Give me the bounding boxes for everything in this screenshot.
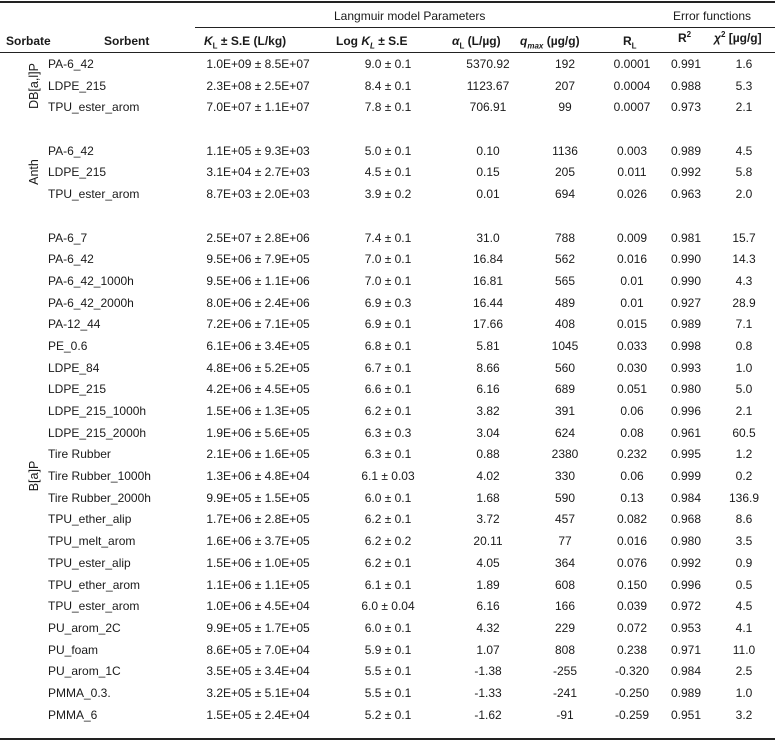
cell-log-kl-se: 5.5 ± 0.1: [364, 685, 412, 700]
cell-chi2: 2.0: [735, 187, 753, 202]
table-row: [0, 140, 775, 162]
cell-alpha-l: 1.89: [476, 577, 500, 592]
cell-log-kl-se: 6.2 ± 0.1: [364, 404, 412, 418]
cell-sorbent: TPU_ester_arom: [48, 599, 140, 614]
cell-rl: 0.015: [616, 317, 648, 332]
cell-chi2: 15.7: [732, 230, 756, 245]
cell-alpha-l: 1.07: [476, 642, 500, 657]
cell-qmax: 694: [554, 187, 576, 202]
cell-kl-se: 9.5E+06 ± 7.9E+05: [206, 252, 310, 267]
cell-kl-se: 1.5E+05 ± 2.4E+04: [206, 707, 310, 722]
table-row: [0, 443, 775, 465]
cell-log-kl-se: 7.0 ± 0.1: [364, 252, 412, 267]
cell-kl-se: 3.5E+05 ± 3.4E+04: [206, 664, 310, 679]
cell-qmax: 2380: [551, 447, 579, 462]
cell-chi2: 1.6: [735, 57, 753, 71]
table-row: [0, 682, 775, 704]
cell-sorbent: LDPE_215_1000h: [48, 404, 147, 418]
cell-rl: 0.0004: [613, 78, 651, 93]
cell-chi2: 11.0: [732, 642, 756, 657]
cell-kl-se: 1.0E+09 ± 8.5E+07: [206, 57, 310, 71]
cell-kl-se: 8.7E+03 ± 2.0E+03: [206, 187, 310, 202]
spacer-row: [0, 205, 775, 227]
table-row: [0, 465, 775, 487]
cell-r2: 0.996: [670, 577, 702, 592]
cell-log-kl-se: 4.5 ± 0.1: [364, 165, 412, 180]
cell-log-kl-se: 6.6 ± 0.1: [364, 382, 412, 397]
cell-kl-se: 2.3E+08 ± 2.5E+07: [206, 78, 310, 93]
cell-alpha-l: 5370.92: [466, 57, 510, 71]
cell-qmax: 788: [554, 230, 576, 245]
cell-alpha-l: 3.04: [476, 425, 500, 440]
bottom-rule: [0, 738, 775, 740]
cell-qmax: 624: [554, 425, 576, 440]
cell-r2: 0.953: [670, 620, 702, 635]
cell-sorbent: PA-6_42: [48, 57, 94, 71]
cell-log-kl-se: 6.1 ± 0.1: [364, 577, 412, 592]
cell-alpha-l: 4.05: [476, 555, 500, 570]
cell-qmax: 408: [554, 317, 576, 332]
cell-chi2: 4.5: [735, 143, 753, 158]
header-log-kl: Log $K_L \pm S.E$: [336, 34, 408, 51]
cell-r2: 0.971: [670, 642, 702, 657]
cell-alpha-l: 5.81: [476, 338, 500, 353]
table-row: [0, 248, 775, 270]
cell-alpha-l: 31.0: [476, 230, 500, 245]
cell-sorbent: LDPE_215: [48, 165, 107, 180]
table-row: [0, 292, 775, 314]
cell-r2: 0.968: [670, 512, 702, 527]
cell-alpha-l: 4.32: [476, 620, 500, 635]
cell-sorbent: TPU_ether_alip: [48, 512, 132, 527]
table-row: [0, 53, 775, 75]
cell-rl: 0.016: [616, 534, 648, 549]
cell-r2: 0.992: [670, 165, 702, 180]
cell-sorbent: PU_foam: [48, 642, 99, 657]
cell-sorbent: TPU_ester_arom: [48, 100, 140, 115]
cell-r2: 0.988: [670, 78, 702, 93]
cell-qmax: 99: [558, 100, 572, 115]
cell-alpha-l: 4.02: [476, 469, 500, 484]
cell-sorbent: PMMA_6: [48, 707, 98, 722]
cell-r2: 0.980: [670, 534, 702, 549]
cell-chi2: 2.1: [735, 100, 753, 115]
cell-kl-se: 8.0E+06 ± 2.4E+06: [206, 295, 310, 310]
header-sorbate: Sorbate: [6, 34, 51, 48]
cell-sorbent: PA-12_44: [48, 317, 101, 332]
cell-r2: 0.973: [670, 100, 702, 115]
cell-kl-se: 2.1E+06 ± 1.6E+05: [206, 447, 310, 462]
cell-alpha-l: -1.62: [474, 707, 502, 722]
cell-log-kl-se: 5.0 ± 0.1: [364, 143, 412, 158]
cell-qmax: 1136: [552, 143, 578, 158]
cell-chi2: 5.0: [735, 382, 753, 397]
cell-rl: 0.08: [620, 425, 644, 440]
cell-qmax: 391: [554, 404, 576, 418]
cell-chi2: 0.8: [735, 338, 753, 353]
cell-chi2: 4.5: [735, 599, 753, 614]
table-row: [0, 639, 775, 661]
cell-qmax: 1045: [551, 338, 579, 353]
group-header-error: Error functions: [673, 9, 752, 23]
table-body: [0, 53, 775, 725]
cell-log-kl-se: 8.4 ± 0.1: [364, 78, 412, 93]
cell-kl-se: 1.9E+06 ± 5.6E+05: [206, 425, 310, 440]
cell-qmax: 364: [554, 555, 576, 570]
cell-chi2: 60.5: [732, 425, 756, 440]
cell-log-kl-se: 7.4 ± 0.1: [364, 230, 412, 245]
cell-kl-se: 9.9E+05 ± 1.5E+05: [206, 490, 310, 505]
cell-qmax: 565: [554, 273, 576, 288]
cell-r2: 0.972: [670, 599, 702, 614]
table-row: [0, 270, 775, 292]
cell-chi2: 136.9: [728, 490, 760, 505]
cell-sorbent: PA-6_42_1000h: [48, 273, 134, 288]
cell-log-kl-se: 6.9 ± 0.3: [364, 295, 412, 310]
cell-chi2: 2.1: [735, 404, 753, 418]
cell-kl-se: 1.7E+06 ± 2.8E+05: [206, 512, 310, 527]
cell-r2: 0.951: [670, 707, 702, 722]
header-qmax: $q_{max}$ (µg/g): [520, 34, 580, 51]
cell-sorbent: LDPE_84: [48, 360, 100, 375]
cell-sorbent: PU_arom_1C: [48, 664, 121, 679]
cell-log-kl-se: 6.1 ± 0.03: [361, 469, 415, 484]
cell-alpha-l: 3.82: [476, 404, 500, 418]
cell-qmax: 77: [558, 534, 572, 549]
cell-chi2: 2.5: [735, 664, 753, 679]
cell-r2: 0.927: [670, 295, 702, 310]
cell-qmax: 207: [554, 78, 576, 93]
cell-qmax: 560: [554, 360, 576, 375]
cell-kl-se: 9.9E+05 ± 1.7E+05: [206, 620, 310, 635]
cell-qmax: 457: [554, 512, 576, 527]
cell-r2: 0.995: [670, 447, 702, 462]
cell-chi2: 0.9: [735, 555, 753, 570]
cell-qmax: 608: [554, 577, 576, 592]
cell-kl-se: 4.8E+06 ± 5.2E+05: [206, 360, 310, 375]
table-row: [0, 487, 775, 509]
cell-rl: -0.250: [614, 685, 650, 700]
cell-log-kl-se: 5.5 ± 0.1: [364, 664, 412, 679]
cell-kl-se: 7.0E+07 ± 1.1E+07: [206, 100, 310, 115]
group-header-rule: [195, 27, 775, 28]
cell-rl: 0.0007: [613, 100, 651, 115]
cell-chi2: 4.3: [735, 273, 753, 288]
cell-rl: 0.051: [616, 382, 648, 397]
cell-rl: 0.009: [616, 230, 648, 245]
table-row: [0, 617, 775, 639]
cell-chi2: 4.1: [735, 620, 753, 635]
cell-alpha-l: -1.38: [474, 664, 502, 679]
cell-kl-se: 1.3E+06 ± 4.8E+04: [206, 469, 310, 484]
cell-rl: 0.011: [617, 165, 647, 180]
table-row: [0, 378, 775, 400]
cell-rl: 0.232: [616, 447, 648, 462]
cell-sorbent: PA-6_42: [48, 143, 94, 158]
cell-r2: 0.980: [670, 382, 702, 397]
top-rule: [0, 1, 775, 3]
header-alpha-l: $\alpha_L$ (L/µg): [452, 34, 501, 51]
cell-chi2: 5.8: [735, 165, 753, 180]
table-row: [0, 313, 775, 335]
cell-alpha-l: 0.88: [476, 447, 500, 462]
cell-alpha-l: 16.81: [472, 273, 504, 288]
cell-log-kl-se: 6.2 ± 0.1: [364, 555, 412, 570]
table-row: [0, 574, 775, 596]
table-row: [0, 335, 775, 357]
cell-log-kl-se: 6.0 ± 0.04: [361, 599, 415, 614]
cell-kl-se: 1.6E+06 ± 3.7E+05: [206, 534, 310, 549]
table-row: [0, 595, 775, 617]
cell-sorbent: TPU_ester_alip: [48, 555, 131, 570]
cell-rl: 0.01: [620, 273, 644, 288]
cell-rl: 0.082: [616, 512, 648, 527]
cell-log-kl-se: 7.0 ± 0.1: [364, 273, 412, 288]
cell-log-kl-se: 6.8 ± 0.1: [364, 338, 412, 353]
cell-alpha-l: -1.33: [474, 685, 502, 700]
cell-r2: 0.989: [670, 143, 702, 158]
table-row: [0, 227, 775, 249]
cell-log-kl-se: 6.0 ± 0.1: [364, 620, 412, 635]
cell-r2: 0.961: [670, 425, 702, 440]
cell-rl: 0.06: [620, 469, 644, 484]
cell-sorbent: TPU_ester_arom: [48, 187, 140, 202]
cell-kl-se: 1.5E+06 ± 1.0E+05: [206, 555, 310, 570]
cell-kl-se: 7.2E+06 ± 7.1E+05: [206, 317, 310, 332]
cell-r2: 0.998: [670, 338, 702, 353]
cell-log-kl-se: 6.3 ± 0.3: [364, 425, 412, 440]
cell-sorbent: PU_arom_2C: [48, 620, 121, 635]
cell-sorbent: TPU_ether_arom: [48, 577, 141, 592]
cell-kl-se: 4.2E+06 ± 4.5E+05: [206, 382, 310, 397]
cell-log-kl-se: 5.2 ± 0.1: [364, 707, 412, 722]
cell-alpha-l: 17.66: [472, 317, 504, 332]
table-row: [0, 96, 775, 118]
cell-sorbent: PMMA_0.3.: [48, 685, 111, 700]
table-row: [0, 400, 775, 422]
cell-sorbent: Tire Rubber_1000h: [48, 469, 151, 484]
cell-log-kl-se: 6.0 ± 0.1: [364, 490, 412, 505]
cell-sorbent: Tire Rubber: [48, 447, 111, 462]
header-rl: $R_L$: [623, 34, 637, 51]
cell-rl: 0.072: [616, 620, 648, 635]
cell-alpha-l: 706.91: [469, 100, 507, 115]
cell-rl: 0.06: [620, 404, 644, 418]
cell-alpha-l: 8.66: [476, 360, 500, 375]
cell-kl-se: 1.1E+06 ± 1.1E+05: [206, 577, 310, 592]
cell-r2: 0.981: [670, 230, 702, 245]
cell-qmax: 689: [554, 382, 576, 397]
cell-sorbent: PE_0.6: [48, 338, 88, 353]
table-row: [0, 508, 775, 530]
cell-sorbent: PA-6_42_2000h: [48, 295, 134, 310]
cell-rl: 0.003: [616, 143, 648, 158]
spacer-row: [0, 118, 775, 140]
cell-qmax: 192: [554, 57, 576, 71]
cell-chi2: 14.3: [732, 252, 756, 267]
cell-alpha-l: 0.15: [476, 165, 500, 180]
cell-qmax: 229: [554, 620, 576, 635]
cell-rl: 0.033: [616, 338, 648, 353]
table-row: [0, 704, 775, 726]
cell-qmax: -91: [556, 707, 574, 722]
cell-kl-se: 3.1E+04 ± 2.7E+03: [206, 165, 310, 180]
cell-rl: 0.0001: [613, 57, 651, 71]
cell-chi2: 7.1: [735, 317, 753, 332]
cell-chi2: 0.5: [735, 577, 753, 592]
cell-kl-se: 6.1E+06 ± 3.4E+05: [206, 338, 310, 353]
cell-sorbent: LDPE_215_2000h: [48, 425, 147, 440]
cell-log-kl-se: 6.2 ± 0.2: [364, 534, 412, 549]
cell-kl-se: 9.5E+06 ± 1.1E+06: [206, 273, 310, 288]
cell-log-kl-se: 6.7 ± 0.1: [364, 360, 412, 375]
table-row: [0, 422, 775, 444]
cell-chi2: 5.3: [735, 78, 753, 93]
cell-chi2: 3.2: [735, 707, 753, 722]
cell-log-kl-se: 6.9 ± 0.1: [364, 317, 412, 332]
cell-chi2: 1.0: [735, 360, 753, 375]
cell-qmax: 562: [554, 252, 576, 267]
sorbate-label: Anth: [27, 159, 41, 186]
cell-alpha-l: 1123.67: [466, 78, 510, 93]
cell-qmax: -255: [552, 664, 578, 679]
cell-rl: -0.259: [614, 707, 650, 722]
cell-r2: 0.991: [670, 57, 702, 71]
cell-r2: 0.999: [670, 469, 702, 484]
cell-rl: 0.016: [616, 252, 648, 267]
cell-chi2: 1.0: [735, 685, 753, 700]
cell-r2: 0.990: [670, 273, 702, 288]
table-row: [0, 75, 775, 97]
cell-kl-se: 3.2E+05 ± 5.1E+04: [206, 685, 310, 700]
header-chi2: $\chi^2$ [µg/g]: [714, 30, 762, 45]
cell-alpha-l: 3.72: [476, 512, 500, 527]
cell-alpha-l: 0.10: [476, 143, 500, 158]
cell-sorbent: PA-6_42: [48, 252, 94, 267]
cell-r2: 0.996: [670, 404, 702, 418]
cell-sorbent: LDPE_215: [48, 78, 107, 93]
cell-rl: 0.030: [616, 360, 648, 375]
sorbate-label: DB[a,l]P: [27, 62, 41, 109]
cell-r2: 0.989: [670, 685, 702, 700]
table-row: [0, 183, 775, 205]
cell-alpha-l: 6.16: [476, 382, 500, 397]
cell-chi2: 8.6: [735, 512, 753, 527]
cell-alpha-l: 6.16: [476, 599, 500, 614]
cell-qmax: -241: [552, 685, 578, 700]
cell-sorbent: TPU_melt_arom: [48, 534, 136, 549]
header-r2: $R^2$: [678, 30, 692, 45]
cell-log-kl-se: 3.9 ± 0.2: [364, 187, 412, 202]
cell-chi2: 28.9: [732, 295, 756, 310]
cell-rl: 0.238: [616, 642, 648, 657]
table-row: [0, 552, 775, 574]
cell-r2: 0.963: [670, 187, 702, 202]
cell-rl: 0.039: [616, 599, 648, 614]
cell-qmax: 808: [554, 642, 576, 657]
cell-rl: 0.01: [620, 295, 644, 310]
cell-kl-se: 1.5E+06 ± 1.3E+05: [206, 404, 310, 418]
cell-qmax: 590: [554, 490, 576, 505]
cell-rl: -0.320: [614, 664, 650, 679]
cell-r2: 0.993: [670, 360, 702, 375]
cell-rl: 0.076: [616, 555, 648, 570]
cell-alpha-l: 16.44: [472, 295, 504, 310]
group-header-langmuir: Langmuir model Parameters: [334, 9, 486, 23]
cell-log-kl-se: 6.2 ± 0.1: [364, 512, 412, 527]
cell-sorbent: Tire Rubber_2000h: [48, 490, 151, 505]
cell-qmax: 330: [554, 469, 576, 484]
cell-kl-se: 8.6E+05 ± 7.0E+04: [206, 642, 310, 657]
cell-sorbent: PA-6_7: [48, 230, 88, 245]
cell-r2: 0.992: [670, 555, 702, 570]
cell-r2: 0.984: [670, 664, 702, 679]
cell-chi2: 1.2: [735, 447, 753, 462]
table-row: [0, 357, 775, 379]
cell-log-kl-se: 6.3 ± 0.1: [364, 447, 412, 462]
cell-alpha-l: 0.01: [476, 187, 500, 202]
cell-r2: 0.990: [670, 252, 702, 267]
cell-r2: 0.984: [670, 490, 702, 505]
cell-kl-se: 1.1E+05 ± 9.3E+03: [206, 143, 310, 158]
cell-qmax: 205: [554, 165, 576, 180]
table-row: [0, 530, 775, 552]
table-row: [0, 660, 775, 682]
sorbate-label: B[a]P: [27, 460, 41, 492]
cell-log-kl-se: 5.9 ± 0.1: [364, 642, 412, 657]
cell-rl: 0.026: [616, 187, 648, 202]
cell-qmax: 166: [554, 599, 576, 614]
cell-rl: 0.150: [616, 577, 648, 592]
cell-alpha-l: 20.11: [473, 534, 503, 549]
cell-sorbent: LDPE_215: [48, 382, 107, 397]
cell-log-kl-se: 9.0 ± 0.1: [364, 57, 412, 71]
cell-r2: 0.989: [670, 317, 702, 332]
cell-kl-se: 2.5E+07 ± 2.8E+06: [206, 230, 310, 245]
cell-kl-se: 1.0E+06 ± 4.5E+04: [206, 599, 310, 614]
cell-chi2: 0.2: [735, 469, 753, 484]
cell-log-kl-se: 7.8 ± 0.1: [364, 100, 412, 115]
cell-qmax: 489: [554, 295, 576, 310]
cell-alpha-l: 1.68: [476, 490, 500, 505]
cell-alpha-l: 16.84: [472, 252, 504, 267]
table-row: [0, 159, 775, 186]
cell-rl: 0.13: [620, 490, 644, 505]
header-sorbent: Sorbent: [104, 34, 150, 48]
cell-chi2: 3.5: [735, 534, 753, 549]
header-kl: $K_L \pm S.E$ (L/kg): [204, 34, 287, 51]
